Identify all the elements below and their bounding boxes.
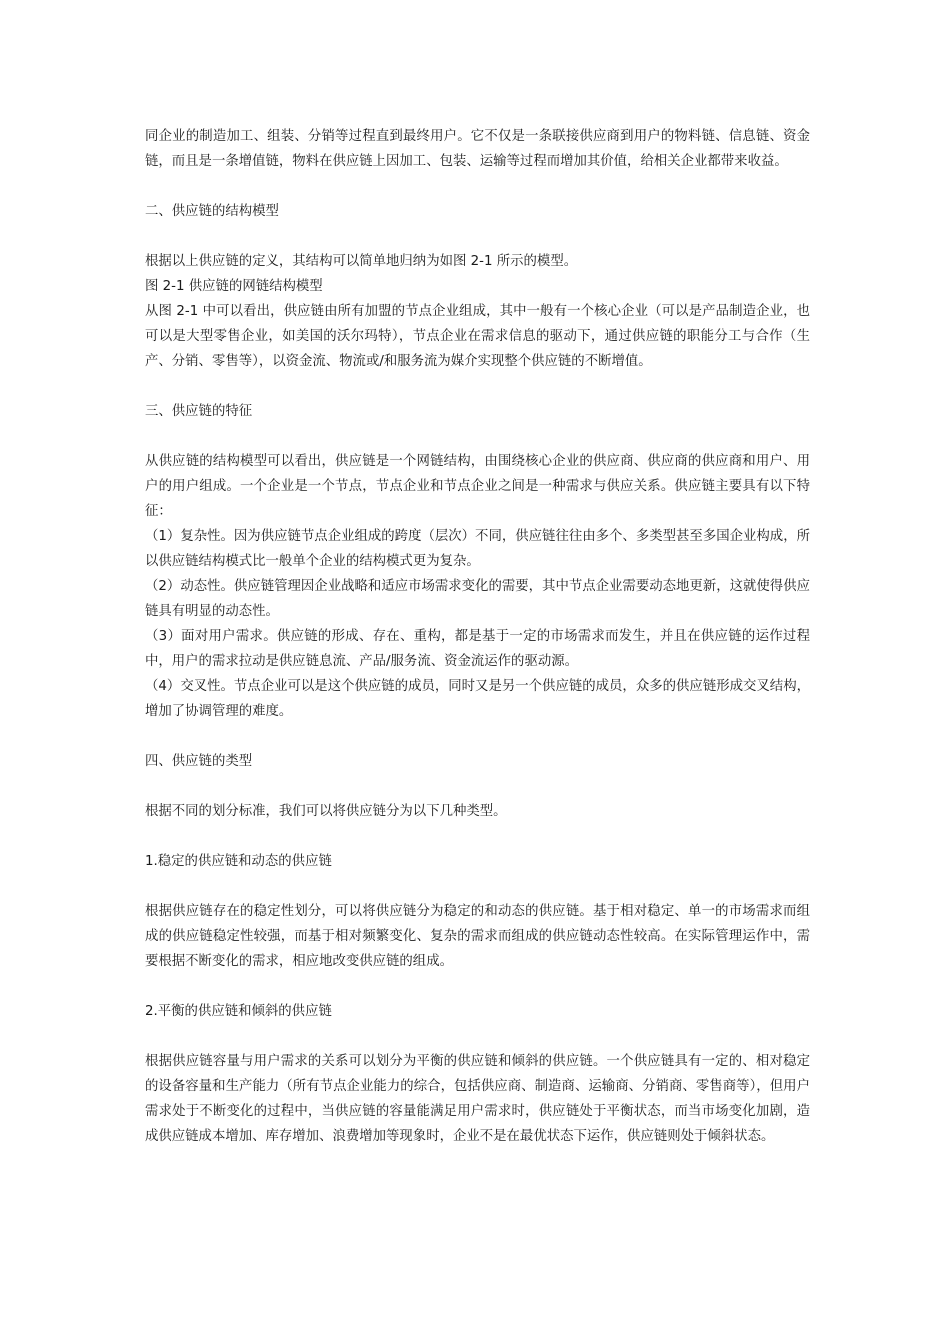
characteristic-item-cross: （4）交叉性。节点企业可以是这个供应链的成员，同时又是另一个供应链的成员，众多的供应链形成交叉结构，增加了协调管理的难度。: [145, 679, 810, 719]
section-heading-characteristics: 三、供应链的特征: [145, 404, 253, 419]
structure-model-paragraph: 根据以上供应链的定义，其结构可以简单地归纳为如图 2-1 所示的模型。: [145, 254, 578, 269]
subsection-heading-balanced-tilted: 2.平衡的供应链和倾斜的供应链: [145, 1004, 332, 1019]
section-heading-structure-model: 二、供应链的结构模型: [145, 204, 279, 219]
characteristic-item-complexity: （1）复杂性。因为供应链节点企业组成的跨度（层次）不同，供应链往往由多个、多类型甚至多国企业构成，所以供应链结构模式比一般单个企业的结构模式更为复杂。: [145, 529, 810, 569]
stable-dynamic-paragraph: 根据供应链存在的稳定性划分，可以将供应链分为稳定的和动态的供应链。基于相对稳定、单一的市场需求而组成的供应链稳定性较强，而基于相对频繁变化、复杂的需求而组成的供应链动态性较高。在实际管理运作中，需要根据不断变化的需求，相应地改变供应链的组成。: [145, 904, 810, 969]
document-body: [145, 124, 810, 1149]
section-heading-types: 四、供应链的类型: [145, 754, 253, 769]
balanced-tilted-paragraph: 根据供应链容量与用户需求的关系可以划分为平衡的供应链和倾斜的供应链。一个供应链具有一定的、相对稳定的设备容量和生产能力（所有节点企业能力的综合，包括供应商、制造商、运输商、分销商、零售商等），但用户需求处于不断变化的过程中，当供应链的容量能满足用户需求时，供应链处于平衡状态，而当市场变化加剧，造成供应链成本增加、库存增加、浪费增加等现象时，企业不是在最优状态下运作，供应链则处于倾斜状态。: [145, 1054, 810, 1144]
characteristic-item-dynamic: （2）动态性。供应链管理因企业战略和适应市场需求变化的需要，其中节点企业需要动态地更新，这就使得供应链具有明显的动态性。: [145, 579, 810, 619]
figure-caption: 图 2-1 供应链的网链结构模型: [145, 279, 323, 294]
characteristic-item-user-demand: （3）面对用户需求。供应链的形成、存在、重构，都是基于一定的市场需求而发生，并且在供应链的运作过程中，用户的需求拉动是供应链息流、产品/服务流、资金流运作的驱动源。: [145, 629, 810, 669]
intro-paragraph: 同企业的制造加工、组装、分销等过程直到最终用户。它不仅是一条联接供应商到用户的物料链、信息链、资金链，而且是一条增值链，物料在供应链上因加工、包装、运输等过程而增加其价值，给相关企业都带来收益。: [145, 129, 810, 169]
subsection-heading-stable-dynamic: 1.稳定的供应链和动态的供应链: [145, 854, 332, 869]
characteristics-intro: 从供应链的结构模型可以看出，供应链是一个网链结构，由围绕核心企业的供应商、供应商的供应商和用户、用户的用户组成。一个企业是一个节点，节点企业和节点企业之间是一种需求与供应关系。供应链主要具有以下特征：: [145, 454, 810, 519]
types-intro: 根据不同的划分标准，我们可以将供应链分为以下几种类型。: [145, 804, 507, 819]
structure-model-description: 从图 2-1 中可以看出，供应链由所有加盟的节点企业组成，其中一般有一个核心企业（可以是产品制造企业，也可以是大型零售企业，如美国的沃尔玛特），节点企业在需求信息的驱动下，通过供应链的职能分工与合作（生产、分销、零售等），以资金流、物流或/和服务流为媒介实现整个供应链的不断增值。: [145, 304, 810, 369]
